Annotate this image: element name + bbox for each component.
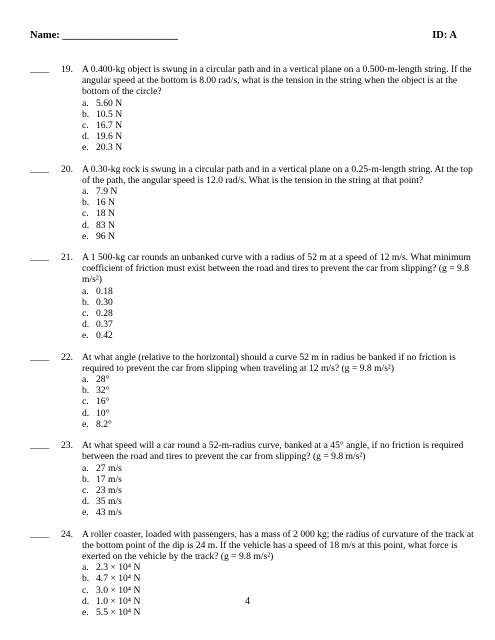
answer-option (82, 98, 475, 109)
option-letter: c. (82, 120, 89, 132)
option-letter: a. (82, 285, 89, 297)
option-text: 7.9 N (96, 186, 118, 198)
option-letter: a. (82, 462, 89, 474)
option-letter: d. (82, 595, 90, 607)
answer-option (82, 562, 475, 573)
option-text: 0.28 (96, 308, 113, 320)
option-letter: a. (82, 562, 89, 574)
answer-option (82, 297, 475, 308)
option-text: 10° (96, 407, 110, 419)
option-letter: a. (82, 97, 89, 109)
answer-option (82, 186, 475, 197)
option-letter: b. (82, 385, 90, 397)
question-number: 20. (61, 163, 73, 175)
answer-option (82, 109, 475, 120)
option-text: 20.3 N (96, 142, 123, 154)
option-text: 27 m/s (96, 462, 122, 474)
option-letter: b. (82, 573, 90, 585)
answer-option (82, 419, 475, 430)
option-text: 83 N (96, 219, 115, 231)
option-letter: d. (82, 131, 90, 143)
answer-option (82, 474, 475, 485)
option-text: 43 m/s (96, 507, 122, 519)
answer-option (82, 308, 475, 319)
question-item (30, 164, 475, 242)
option-text: 8.2° (96, 418, 112, 430)
option-text: 32° (96, 385, 110, 397)
option-letter: e. (82, 230, 89, 242)
option-text: 1.0 × 10⁴ N (96, 595, 141, 607)
answer-option (82, 120, 475, 131)
option-text: 28° (96, 374, 110, 386)
answer-option (82, 374, 475, 385)
option-text: 2.3 × 10⁴ N (96, 562, 141, 574)
option-text: 0.30 (96, 296, 113, 308)
option-text: 96 N (96, 230, 115, 242)
question-number: 24. (61, 528, 73, 540)
option-letter: c. (82, 396, 89, 408)
option-letter: d. (82, 219, 90, 231)
question-number: 23. (61, 440, 73, 452)
option-letter: d. (82, 496, 90, 508)
option-letter: c. (82, 484, 89, 496)
answer-blank: ____ (30, 351, 50, 363)
answer-blank: ____ (30, 252, 50, 264)
question-item (30, 440, 475, 518)
answer-option (82, 197, 475, 208)
name-field-label: Name: ______________________ (30, 30, 178, 41)
answer-option (82, 319, 475, 330)
question-text: At what speed will a car round a 52-m-radius curve, banked at a 45° angle, if no friction is required between the road and tires to prevent the car from slipping? (g = 9.8 m/s²) (82, 440, 464, 463)
answer-option (82, 607, 475, 618)
answer-blank: ____ (30, 528, 50, 540)
answer-option (82, 496, 475, 507)
answer-option (82, 385, 475, 396)
option-text: 4.7 × 10⁴ N (96, 573, 141, 585)
question-item (30, 64, 475, 154)
option-letter: a. (82, 186, 89, 198)
answer-option (82, 585, 475, 596)
page-number: 4 (245, 596, 250, 607)
option-letter: e. (82, 142, 89, 154)
answer-key-id: ID: A (432, 30, 457, 41)
option-text: 5.5 × 10⁴ N (96, 606, 141, 618)
question-number: 19. (61, 64, 73, 75)
question-number: 22. (61, 351, 73, 363)
question-number: 21. (61, 252, 73, 264)
option-letter: e. (82, 606, 89, 618)
option-text: 23 m/s (96, 484, 122, 496)
option-letter: e. (82, 507, 89, 519)
answer-option (82, 330, 475, 341)
option-text: 16 N (96, 197, 115, 209)
answer-option (82, 231, 475, 242)
option-letter: a. (82, 374, 89, 386)
answer-option (82, 396, 475, 407)
option-letter: d. (82, 319, 90, 331)
option-letter: b. (82, 108, 90, 120)
option-text: 35 m/s (96, 496, 122, 508)
option-text: 19.6 N (96, 131, 123, 143)
option-letter: c. (82, 308, 89, 320)
answer-option (82, 286, 475, 297)
option-letter: e. (82, 330, 89, 342)
option-letter: c. (82, 208, 89, 220)
option-text: 0.18 (96, 285, 113, 297)
option-text: 10.5 N (96, 108, 123, 120)
question-text: A 0.30-kg rock is swung in a circular path and in a vertical plane on a 0.25-m-length string. At the top of the path, the angular speed is 12.0 rad/s. What is the tension in the string at that point? (82, 163, 473, 186)
answer-option (82, 573, 475, 584)
answer-blank: ____ (30, 163, 50, 175)
answer-option (82, 208, 475, 219)
option-text: 17 m/s (96, 473, 122, 485)
option-letter: b. (82, 197, 90, 209)
option-text: 18 N (96, 208, 115, 220)
answer-blank: ____ (30, 440, 50, 452)
answer-option (82, 220, 475, 231)
option-letter: d. (82, 407, 90, 419)
answer-option (82, 131, 475, 142)
answer-option (82, 485, 475, 496)
question-text: A 1 500-kg car rounds an unbanked curve with a radius of 52 m at a speed of 12 m/s. What minimum coefficient of friction must exist between the road and tires to prevent the car from slipping? (g = 9.8 m/s²) (82, 252, 471, 286)
option-text: 16.7 N (96, 120, 123, 132)
option-text: 0.42 (96, 330, 113, 342)
option-letter: b. (82, 473, 90, 485)
answer-option (82, 142, 475, 153)
option-letter: c. (82, 584, 89, 596)
answer-option (82, 408, 475, 419)
question-list (30, 64, 475, 628)
answer-option (82, 463, 475, 474)
page-header (30, 30, 465, 46)
option-letter: b. (82, 296, 90, 308)
option-text: 5.60 N (96, 97, 123, 109)
question-text: At what angle (relative to the horizontal) should a curve 52 m in radius be banked if no friction is required to prevent the car from slipping when traveling at 12 m/s? (g = 9.8 m/s²) (82, 351, 456, 374)
option-text: 16° (96, 396, 110, 408)
answer-blank: ____ (30, 64, 50, 75)
answer-option (82, 507, 475, 518)
option-text: 0.37 (96, 319, 113, 331)
question-text: A roller coaster, loaded with passengers, has a mass of 2 000 kg; the radius of curvature of the track at the bottom point of the dip is 24 m. If the vehicle has a speed of 18 m/s at this point, what force is exerted on the vehicle by the track? (g = 9.8 m/s²) (82, 528, 474, 562)
question-text: A 0.400-kg object is swung in a circular path and in a vertical plane on a 0.500-m-length string. If the angular speed at the bottom is 8.00 rad/s, what is the tension in the string when the object is at the bottom of the circle? (82, 64, 472, 98)
question-item (30, 252, 475, 342)
question-item (30, 352, 475, 430)
option-text: 3.0 × 10⁴ N (96, 584, 141, 596)
option-letter: e. (82, 418, 89, 430)
